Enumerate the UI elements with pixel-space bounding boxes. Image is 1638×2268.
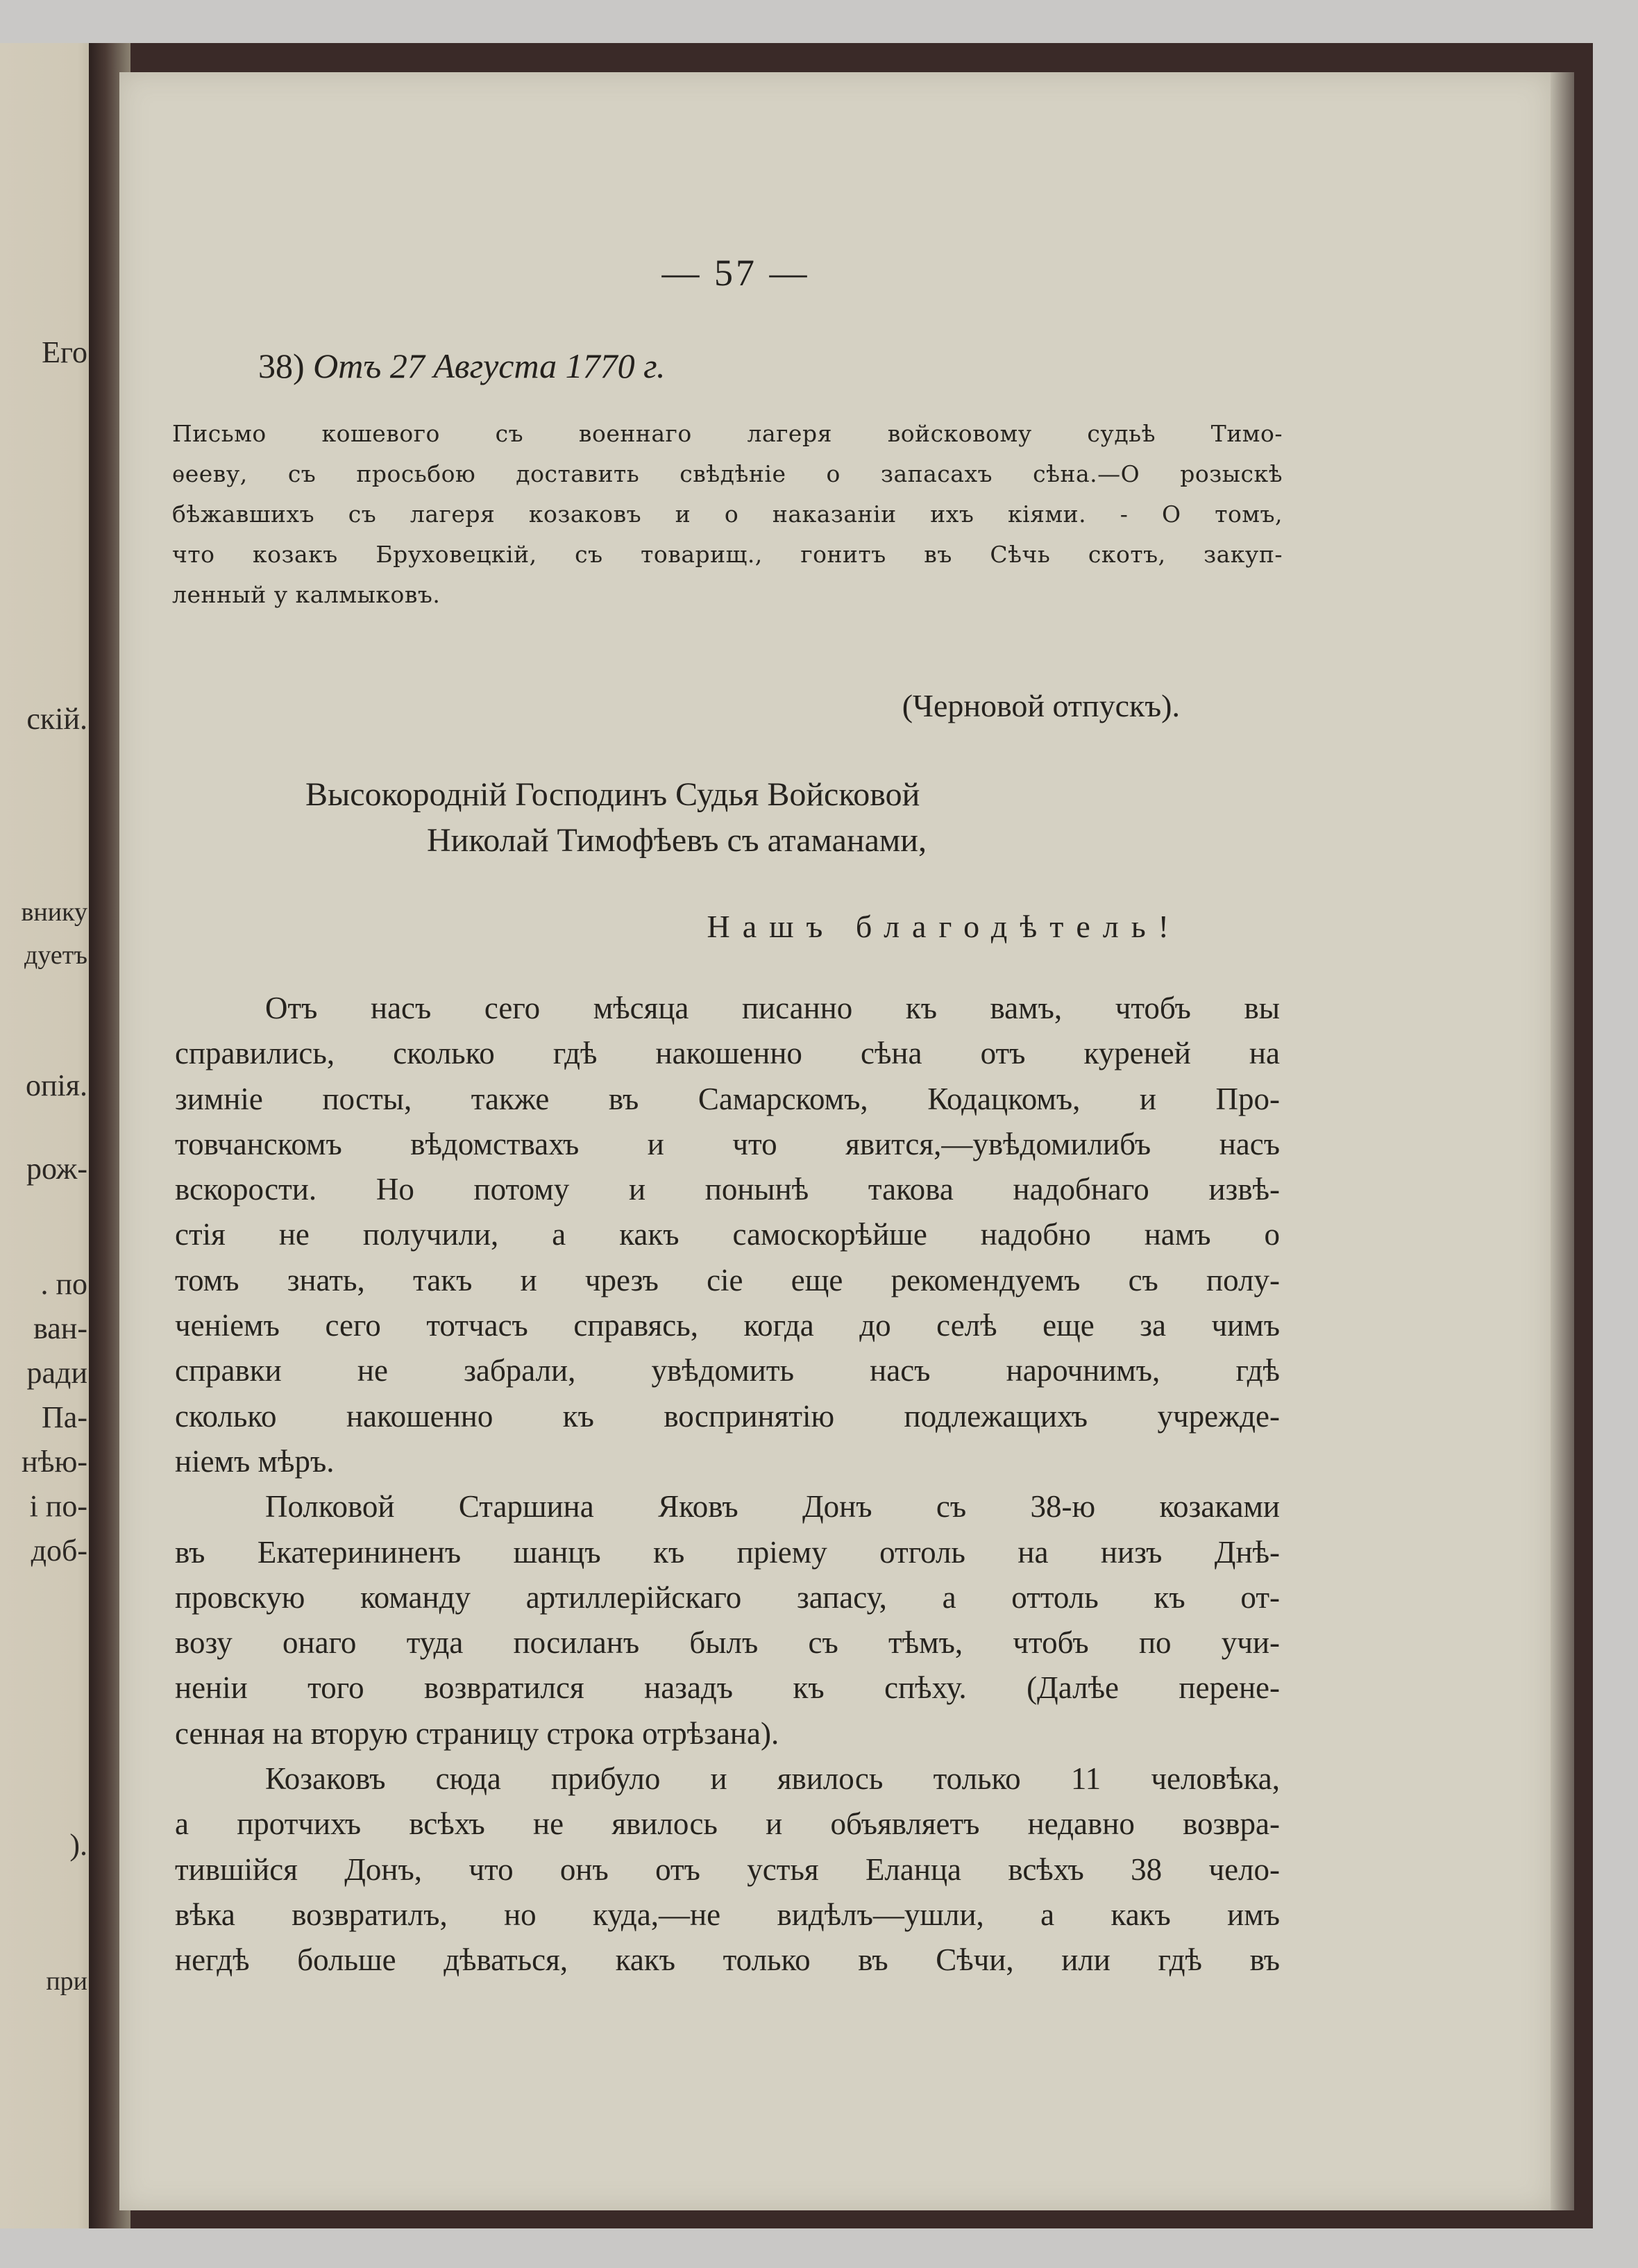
- body-line: тившійся Донъ, что онъ отъ устья Еланца всѣхъ 38 чело-: [175, 1851, 1280, 1887]
- body-line: ніемъ мѣръ.: [175, 1443, 335, 1479]
- address-line: Николай Тимофѣевъ съ атаманами,: [427, 822, 927, 859]
- body-line: Отъ насъ сего мѣсяца писанно къ вамъ, чтобъ вы: [265, 991, 1280, 1025]
- body-line: провскую команду артиллерійскаго запасу, а оттоль къ от-: [175, 1579, 1280, 1615]
- body-line: томъ знать, такъ и чрезъ сіе еще рекомендуемъ съ полу-: [175, 1262, 1280, 1297]
- left-fragment: ради: [26, 1356, 87, 1390]
- body-line: а протчихъ всѣхъ не явилось и объявляетъ недавно возвра-: [175, 1806, 1280, 1842]
- body-line: зимніе посты, также въ Самарскомъ, Кодацкомъ, и Про-: [175, 1081, 1280, 1116]
- body-line: въ Екатерининенъ шанцъ къ пріему отголь на низъ Днѣ-: [175, 1534, 1280, 1570]
- body-line: ченіемъ сего тотчасъ справясь, когда до селѣ еще за чимъ: [175, 1308, 1280, 1343]
- body-line: негдѣ больше дѣваться, какъ только въ Сѣчи, или гдѣ въ: [175, 1942, 1280, 1978]
- document-heading: [258, 346, 666, 386]
- summary-line: ленный у калмыковъ.: [172, 581, 441, 608]
- left-fragment: доб-: [31, 1534, 87, 1568]
- body-line: сколько накошенно къ воспринятію подлежащихъ учрежде-: [175, 1398, 1280, 1434]
- summary-line: Письмо кошевого съ военнаго лагеря войсковому судьѣ Тимо-: [172, 420, 1283, 447]
- body-line: вскорости. Но потому и понынѣ такова надобнаго извѣ-: [175, 1172, 1280, 1207]
- summary-line: ѳееву, съ просьбою доставить свѣдѣніе о запасахъ сѣна.—О розыскѣ: [172, 460, 1283, 487]
- left-fragment: ван-: [33, 1311, 87, 1345]
- body-line: справились, сколько гдѣ накошенно сѣна отъ куреней на: [175, 1036, 1280, 1071]
- summary-line: что козакъ Бруховецкій, съ товарищ., гонитъ въ Сѣчь скотъ, закуп-: [172, 541, 1283, 568]
- left-fragment: нѣю-: [22, 1445, 87, 1479]
- document-date: Отъ 27 Августа 1770 г.: [313, 346, 666, 385]
- body-line: вѣка возвратилъ, но куда,—не видѣлъ—ушли, а какъ имъ: [175, 1897, 1280, 1932]
- body-line: справки не забрали, увѣдомить насъ нарочнимъ, гдѣ: [175, 1353, 1280, 1388]
- left-fragment: і по-: [29, 1489, 87, 1523]
- left-fragment: ).: [69, 1828, 87, 1862]
- left-fragment: при: [46, 1967, 87, 1996]
- body-line: товчанскомъ вѣдомствахъ и что явится,—увѣдомилибъ насъ: [175, 1126, 1280, 1161]
- body-line: возу онаго туда посиланъ былъ съ тѣмъ, чтобъ по учи-: [175, 1625, 1280, 1661]
- letter-address: [305, 772, 1173, 864]
- salutation: Нашъ благодѣтель!: [707, 909, 1181, 944]
- left-fragment: рож-: [26, 1152, 87, 1186]
- body-line: стія не получили, а какъ самоскорѣйше надобно намъ о: [175, 1217, 1280, 1252]
- letter-body: [175, 986, 1280, 1983]
- left-fragment: скій.: [26, 702, 87, 736]
- left-fragment: Его: [42, 335, 87, 369]
- draft-note: (Черновой отпускъ).: [902, 688, 1180, 723]
- left-fragment: дуетъ: [24, 941, 87, 970]
- body-line: Полковой Старшина Яковъ Донъ съ 38-ю козаками: [265, 1489, 1280, 1524]
- page-edge: [1551, 72, 1574, 2210]
- left-fragment: Па-: [42, 1400, 87, 1434]
- body-line: Козаковъ сюда прибуло и явилось только 11 человѣка,: [265, 1761, 1280, 1797]
- left-fragment: опія.: [25, 1068, 87, 1102]
- body-line: сенная на вторую страницу строка отрѣзана).: [175, 1715, 779, 1751]
- body-line: неніи того возвратился назадъ къ спѣху. (Далѣе перене-: [175, 1670, 1280, 1706]
- address-line: Высокородній Господинъ Судья Войсковой: [305, 776, 920, 813]
- page-number: — 57 —: [661, 252, 810, 294]
- left-fragment: . по: [40, 1267, 87, 1301]
- left-fragment: внику: [21, 898, 87, 927]
- document-summary: [172, 414, 1283, 615]
- document-number: 38): [258, 346, 305, 385]
- summary-line: бѣжавшихъ съ лагеря козаковъ и о наказаніи ихъ кіями. - О томъ,: [172, 501, 1283, 528]
